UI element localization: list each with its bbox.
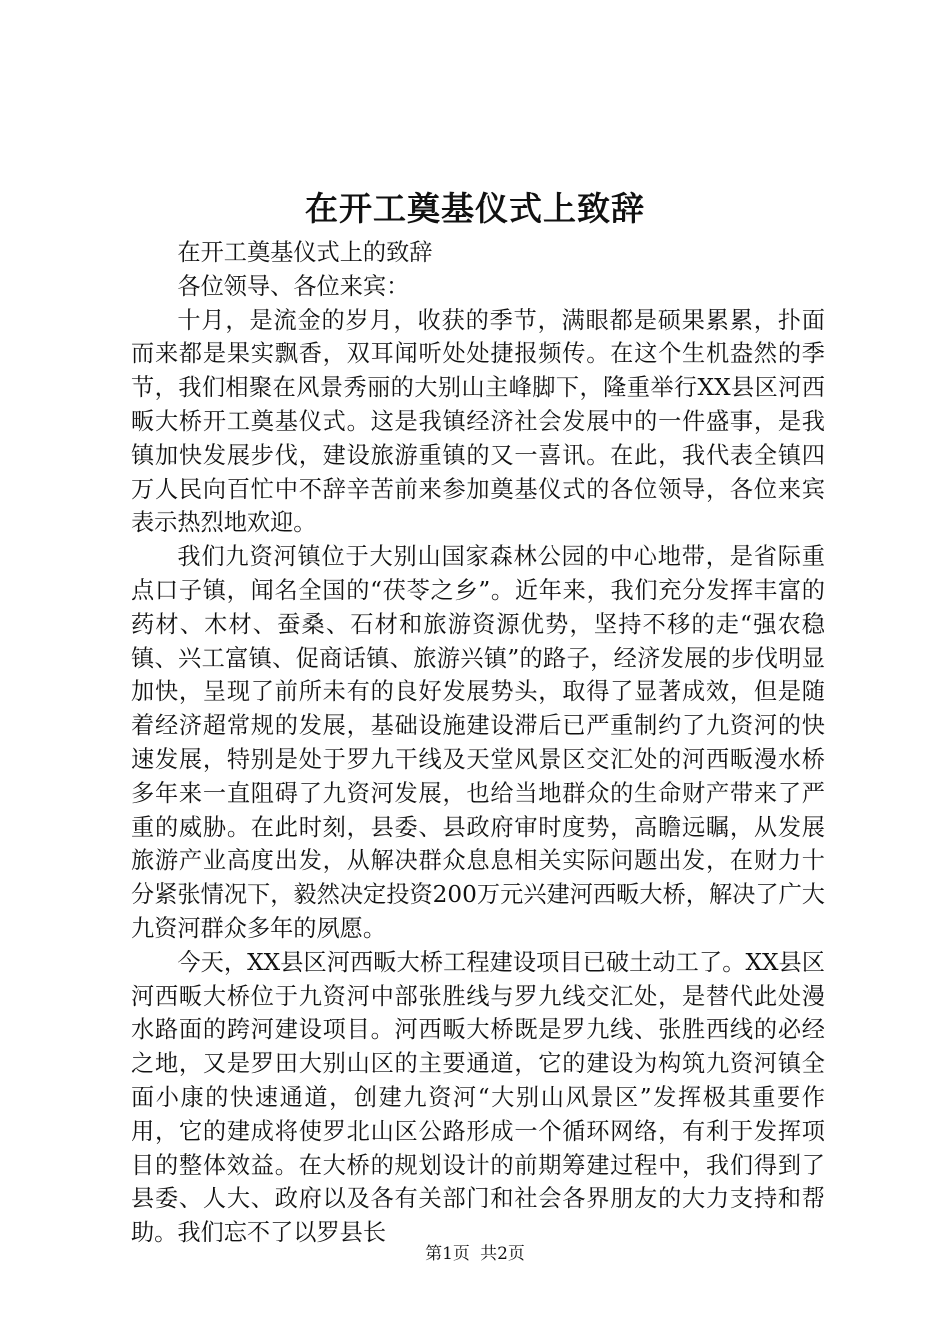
paragraph-opening: 十月，是流金的岁月，收获的季节，满眼都是硕果累累，扑面而来都是果实飘香，双耳闻听处处捷报频传。在这个生机盎然的季节，我们相聚在风景秀丽的大别山主峰脚下，隆重举行XX县区河西畈大桥开工奠基仪式。这是我镇经济社会发展中的一件盛事，是我镇加快发展步伐，建设旅游重镇的又一喜讯。在此，我代表全镇四万人民向百忙中不辞辛苦前来参加奠基仪式的各位领导，各位来宾表示热烈地欢迎。 bbox=[131, 306, 825, 537]
paragraph-subtitle: 在开工奠基仪式上的致辞 bbox=[177, 239, 433, 266]
page-footer bbox=[0, 1242, 950, 1266]
paragraph-town-background: 我们九资河镇位于大别山国家森林公园的中心地带，是省际重点口子镇，闻名全国的“茯苓之乡”。近年来，我们充分发挥丰富的药材、木材、蚕桑、石材和旅游资源优势，坚持不移的走“强农稳镇、兴工富镇、促商话镇、旅游兴镇”的路子，经济发展的步伐明显加快，呈现了前所未有的良好发展势头，取得了显著成效，但是随着经济超常规的发展，基础设施建设滞后已严重制约了九资河的快速发展，特别是处于罗九干线及天堂风景区交汇处的河西畈漫水桥多年来一直阻碍了九资河发展，也给当地群众的生命财产带来了严重的威胁。在此时刻，县委、县政府审时度势，高瞻远瞩，从发展旅游产业高度出发，从解决群众息息相关实际问题出发，在财力十分紧张情况下，毅然决定投资200万元兴建河西畈大桥，解决了广大九资河群众多年的夙愿。 bbox=[131, 543, 825, 942]
document-title: 在开工奠基仪式上致辞 bbox=[305, 189, 645, 228]
paragraph-salutation: 各位领导、各位来宾： bbox=[177, 272, 410, 300]
page-total: 共2页 bbox=[480, 1244, 525, 1264]
document-body bbox=[131, 236, 825, 1250]
paragraph-bridge-project: 今天，XX县区河西畈大桥工程建设项目已破土动工了。XX县区河西畈大桥位于九资河中部张胜线与罗九线交汇处，是替代此处漫水路面的跨河建设项目。河西畈大桥既是罗九线、张胜西线的必经之地，又是罗田大别山区的主要通道，它的建设为构筑九资河镇全面小康的快速通道，创建九资河“大别山风景区”发挥极其重要作用，它的建成将使罗北山区公路形成一个循环网络，有利于发挥项目的整体效益。在大桥的规划设计的前期筹建过程中，我们得到了县委、人大、政府以及各有关部门和社会各界朋友的大力支持和帮助。我们忘不了以罗县长 bbox=[131, 948, 825, 1247]
page-number: 第1页 bbox=[425, 1244, 470, 1264]
